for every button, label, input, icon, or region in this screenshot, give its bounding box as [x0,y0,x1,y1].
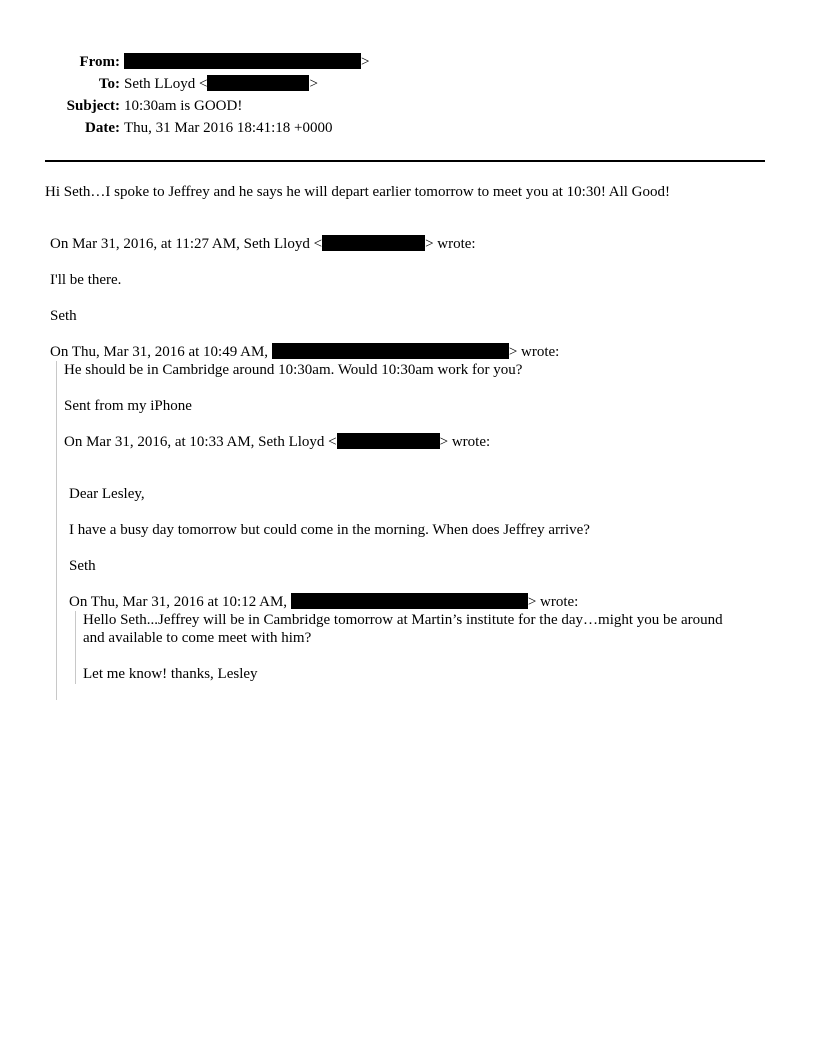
reply3-line1: I have a busy day tomorrow but could come in the morning. When does Jeffrey arrive? [69,522,590,538]
reply1-attribution [50,235,476,253]
reply2-line2: Sent from my iPhone [64,398,192,414]
to-suffix: > [309,76,318,92]
reply4-line1: Hello Seth...Jeffrey will be in Cambridge tomorrow at Martin’s institute for the day…might you be around and available to come meet with him? [83,612,723,646]
to-prefix: Seth LLoyd < [124,76,208,92]
quote-bar-level1 [56,361,57,700]
header-divider [45,160,765,162]
reply4-line2: Let me know! thanks, Lesley [83,666,258,682]
reply2-attrib-prefix: On Thu, Mar 31, 2016 at 10:49 AM, [50,344,269,360]
to-value [124,75,318,93]
to-label: To: [98,76,120,92]
date-value: Thu, 31 Mar 2016 18:41:18 +0000 [124,120,333,136]
subject-value: 10:30am is GOOD! [124,98,243,114]
redacted-email [272,343,509,359]
reply3-greeting: Dear Lesley, [69,486,145,502]
reply4-attrib-prefix: On Thu, Mar 31, 2016 at 10:12 AM, [69,594,288,610]
redacted-email [322,235,425,251]
reply3-attribution [64,433,490,451]
redacted-to-address [207,75,309,91]
reply2-attrib-suffix: > wrote: [508,344,560,360]
reply3-line2: Seth [69,558,96,574]
reply1-line2: Seth [50,308,77,324]
reply1-attrib-suffix: > wrote: [425,236,476,252]
subject-label: Subject: [66,98,120,114]
redacted-from-address [124,53,361,69]
reply2-attribution [50,343,559,361]
reply1-attrib-prefix: On Mar 31, 2016, at 11:27 AM, Seth Lloyd < [50,236,323,252]
from-suffix: > [361,54,370,70]
quote-bar-level2 [75,611,76,684]
reply4-attribution [69,593,578,611]
reply3-attrib-suffix: > wrote: [439,434,491,450]
date-label: Date: [85,120,120,136]
redacted-email [337,433,440,449]
reply3-attrib-prefix: On Mar 31, 2016, at 10:33 AM, Seth Lloyd < [64,434,337,450]
redacted-email [291,593,528,609]
reply2-line1: He should be in Cambridge around 10:30am. Would 10:30am work for you? [64,362,523,378]
reply1-line1: I'll be there. [50,272,122,288]
from-value [124,53,369,71]
reply4-attrib-suffix: > wrote: [527,594,579,610]
from-label: From: [79,54,120,70]
message-body: Hi Seth…I spoke to Jeffrey and he says he will depart earlier tomorrow to meet you at 10:30! All Good! [45,184,670,200]
